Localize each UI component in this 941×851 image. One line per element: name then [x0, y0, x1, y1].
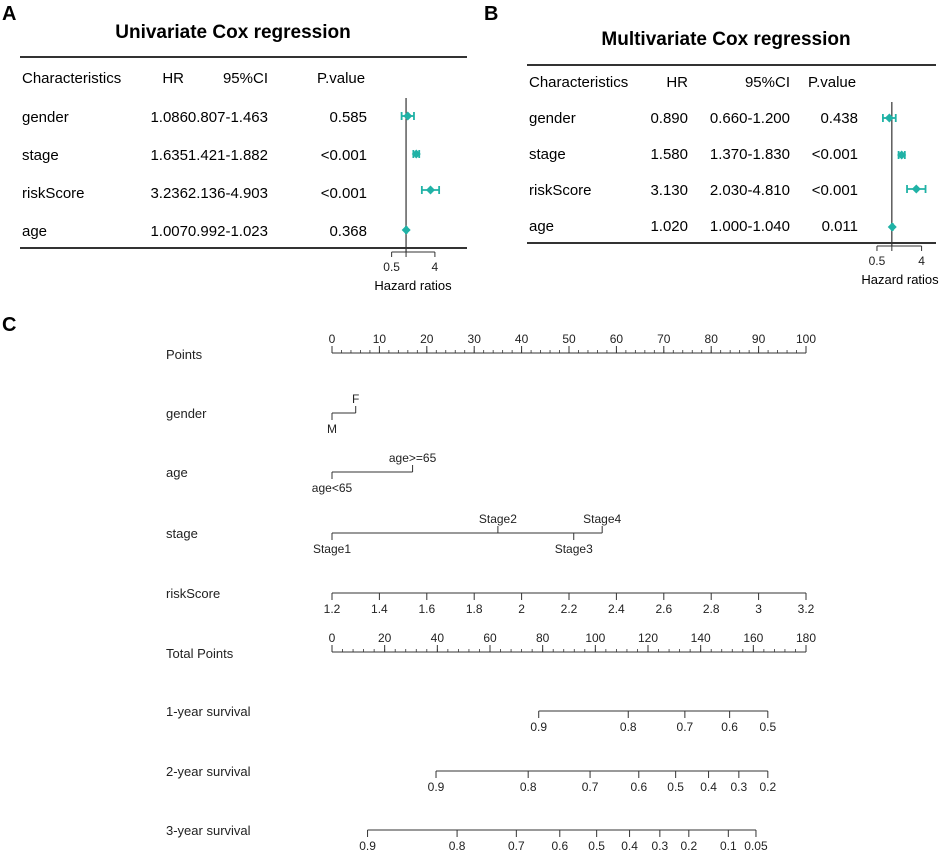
hr-point-age	[402, 226, 411, 235]
total-points-tick-label-60: 60	[483, 631, 497, 645]
panel-b-row-age	[529, 218, 858, 235]
nomogram-label-gender: gender	[166, 406, 207, 421]
row-hr: 1.007	[150, 223, 188, 240]
nomogram-label-stage: stage	[166, 526, 198, 541]
row-ci: 1.421-1.882	[187, 147, 268, 164]
1-year-survival-tick-label-0-8: 0.8	[619, 720, 637, 734]
row-hr: 3.130	[650, 182, 688, 199]
3-year-survival-tick-label-0-7: 0.7	[507, 839, 525, 851]
riskscore-tick-label-2: 2	[518, 602, 525, 616]
panel-b-row-riskscore	[529, 182, 858, 199]
panel-b-forest-plot	[527, 29, 939, 287]
panel-b-col-pvalue: P.value	[808, 74, 857, 91]
row-hr: 0.890	[650, 110, 688, 127]
row-p: <0.001	[811, 146, 858, 163]
panel-label-c: C	[2, 314, 17, 336]
panel-a-xlabel: Hazard ratios	[374, 278, 452, 293]
row-p: 0.438	[820, 110, 858, 127]
row-hr: 1.580	[650, 146, 688, 163]
panel-b-xlabel: Hazard ratios	[861, 272, 939, 287]
row-p: <0.001	[320, 185, 367, 202]
1-year-survival-tick-label-0-7: 0.7	[676, 720, 694, 734]
panel-label-a: A	[2, 3, 17, 25]
panel-a-row-stage	[22, 147, 367, 164]
stage-level-label-stage3: Stage3	[554, 542, 593, 556]
nomogram-label-2-year-survival: 2-year survival	[166, 764, 251, 779]
total-points-tick-label-140: 140	[690, 631, 711, 645]
row-name: age	[22, 223, 48, 240]
panel-b-row-stage	[529, 146, 858, 163]
points-tick-label-0: 0	[328, 332, 336, 346]
row-hr: 1.635	[150, 147, 188, 164]
panel-a-col-characteristics: Characteristics	[22, 70, 122, 87]
total-points-tick-label-180: 180	[795, 631, 817, 645]
nomogram-label-total-points: Total Points	[166, 646, 234, 661]
panel-a-row-gender	[22, 109, 367, 126]
age-level-label-age-65: age>=65	[388, 451, 437, 465]
panel-a-col-pvalue: P.value	[317, 70, 366, 87]
hr-axis-tick-label-0-5: 0.5	[868, 254, 886, 268]
riskscore-tick-label-1-2: 1.2	[323, 602, 341, 616]
hr-point-gender	[403, 112, 412, 121]
row-ci: 2.136-4.903	[187, 185, 268, 202]
panel-a-title: Univariate Cox regression	[115, 22, 351, 43]
2-year-survival-tick-label-0-4: 0.4	[700, 780, 717, 794]
total-points-tick-label-120: 120	[637, 631, 659, 645]
panel-b-col-characteristics: Characteristics	[529, 74, 629, 91]
gender-level-label-f: F	[352, 392, 360, 406]
3-year-survival-tick-label-0-05: 0.05	[744, 839, 768, 851]
2-year-survival-tick-label-0-3: 0.3	[730, 780, 748, 794]
3-year-survival-tick-label-0-9: 0.9	[359, 839, 376, 851]
panel-a-col-hr: HR	[162, 70, 184, 87]
hr-axis-tick-label-0-5: 0.5	[383, 260, 400, 274]
riskscore-tick-label-2-2: 2.2	[560, 602, 578, 616]
riskscore-tick-label-3-2: 3.2	[797, 602, 815, 616]
points-tick-label-10: 10	[372, 332, 387, 346]
3-year-survival-tick-label-0-8: 0.8	[448, 839, 466, 851]
row-p: <0.001	[320, 147, 367, 164]
3-year-survival-tick-label-0-1: 0.1	[719, 839, 737, 851]
points-tick-label-60: 60	[609, 332, 624, 346]
points-tick-label-80: 80	[704, 332, 718, 346]
panel-a-forest-plot	[20, 22, 467, 293]
3-year-survival-tick-label-0-6: 0.6	[551, 839, 569, 851]
3-year-survival-tick-label-0-2: 0.2	[680, 839, 698, 851]
points-tick-label-50: 50	[562, 332, 576, 346]
3-year-survival-tick-label-0-4: 0.4	[621, 839, 638, 851]
panel-b-title: Multivariate Cox regression	[601, 29, 851, 50]
nomogram-label-age: age	[166, 465, 188, 480]
row-name: riskScore	[529, 182, 592, 199]
1-year-survival-tick-label-0-6: 0.6	[721, 720, 738, 734]
row-hr: 1.086	[150, 109, 188, 126]
panel-a-row-riskscore	[22, 185, 367, 202]
row-p: 0.585	[329, 109, 367, 126]
stage-level-label-stage2: Stage2	[478, 512, 517, 526]
row-name: age	[529, 218, 555, 235]
row-p: 0.011	[821, 218, 858, 235]
row-p: 0.368	[329, 223, 367, 240]
panel-a-col-ci: 95%CI	[222, 70, 268, 87]
panel-a-row-age	[22, 223, 367, 240]
points-tick-label-20: 20	[420, 332, 434, 346]
row-name: gender	[22, 109, 69, 126]
hr-axis-tick-label-4: 4	[918, 254, 925, 268]
total-points-tick-label-100: 100	[585, 631, 606, 645]
row-name: stage	[22, 147, 59, 164]
riskscore-tick-label-1-4: 1.4	[371, 602, 388, 616]
panel-b-col-hr: HR	[666, 74, 688, 91]
2-year-survival-tick-label-0-6: 0.6	[630, 780, 648, 794]
nomogram-label-1-year-survival: 1-year survival	[166, 704, 251, 719]
row-hr: 3.236	[150, 185, 188, 202]
3-year-survival-tick-label-0-5: 0.5	[588, 839, 605, 851]
2-year-survival-tick-label-0-8: 0.8	[519, 780, 537, 794]
total-points-tick-label-0: 0	[328, 631, 336, 645]
row-ci: 1.370-1.830	[709, 146, 790, 163]
points-tick-label-70: 70	[657, 332, 671, 346]
nomogram-label-3-year-survival: 3-year survival	[166, 823, 251, 838]
riskscore-tick-label-2-6: 2.6	[655, 602, 673, 616]
points-tick-label-30: 30	[467, 332, 481, 346]
row-name: gender	[529, 110, 576, 127]
points-tick-label-90: 90	[751, 332, 766, 346]
age-level-label-age-65: age<65	[311, 481, 353, 495]
row-ci: 0.992-1.023	[187, 223, 268, 240]
riskscore-tick-label-1-8: 1.8	[465, 602, 483, 616]
row-hr: 1.020	[650, 218, 688, 235]
hr-point-gender	[885, 114, 894, 123]
hr-axis-tick-label-4: 4	[431, 260, 439, 274]
1-year-survival-tick-label-0-9: 0.9	[530, 720, 548, 734]
riskscore-tick-label-1-6: 1.6	[418, 602, 436, 616]
stage-level-label-stage4: Stage4	[583, 512, 622, 526]
total-points-tick-label-160: 160	[743, 631, 764, 645]
panel-b-col-ci: 95%CI	[744, 74, 790, 91]
total-points-tick-label-80: 80	[535, 631, 550, 645]
points-tick-label-40: 40	[514, 332, 529, 346]
nomogram-label-points: Points	[166, 347, 203, 362]
panel-c-nomogram	[166, 332, 816, 851]
riskscore-tick-label-2-4: 2.4	[608, 602, 625, 616]
hr-point-age	[888, 223, 897, 232]
panel-b-row-gender	[529, 110, 858, 127]
stage-level-label-stage1: Stage1	[312, 542, 352, 556]
3-year-survival-tick-label-0-3: 0.3	[651, 839, 669, 851]
row-name: stage	[529, 146, 566, 163]
total-points-tick-label-40: 40	[430, 631, 445, 645]
1-year-survival-tick-label-0-5: 0.5	[759, 720, 777, 734]
row-ci: 2.030-4.810	[709, 182, 790, 199]
points-tick-label-100: 100	[795, 332, 817, 346]
hr-point-riskscore	[426, 186, 435, 195]
2-year-survival-tick-label-0-5: 0.5	[667, 780, 684, 794]
row-ci: 0.660-1.200	[709, 110, 790, 127]
total-points-tick-label-20: 20	[377, 631, 392, 645]
nomogram-label-riskscore: riskScore	[166, 586, 221, 601]
row-p: <0.001	[811, 182, 858, 199]
gender-level-label-m: M	[327, 422, 337, 436]
riskscore-tick-label-3: 3	[755, 602, 762, 616]
2-year-survival-tick-label-0-9: 0.9	[427, 780, 445, 794]
hr-point-riskscore	[912, 185, 921, 194]
2-year-survival-tick-label-0-7: 0.7	[581, 780, 599, 794]
row-ci: 1.000-1.040	[709, 218, 790, 235]
row-name: riskScore	[22, 185, 85, 202]
row-ci: 0.807-1.463	[187, 109, 268, 126]
riskscore-tick-label-2-8: 2.8	[702, 602, 720, 616]
2-year-survival-tick-label-0-2: 0.2	[759, 780, 777, 794]
panel-label-b: B	[484, 3, 499, 25]
